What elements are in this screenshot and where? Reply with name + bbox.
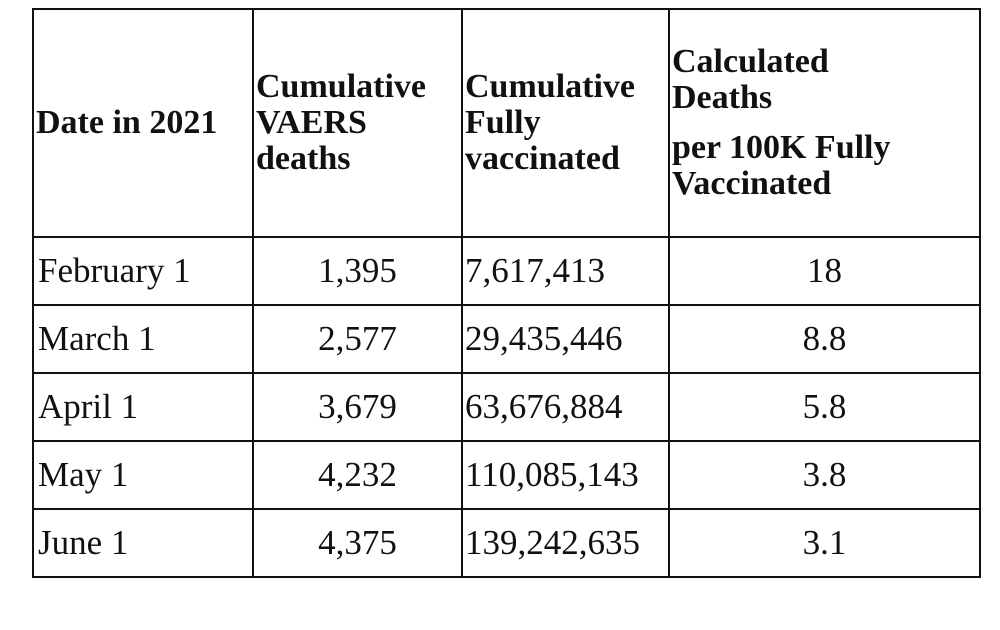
header-rate-spacer (672, 116, 979, 130)
header-vaccinated-line-3: vaccinated (465, 140, 620, 177)
cell-deaths: 1,395 (253, 237, 462, 305)
table-row (33, 509, 980, 577)
cell-date: April 1 (33, 373, 253, 441)
header-rate-line-3: per 100K Fully (672, 129, 891, 166)
cell-deaths: 2,577 (253, 305, 462, 373)
cell-vaccinated: 7,617,413 (462, 237, 669, 305)
header-vaccinated-line-1: Cumulative (465, 68, 635, 105)
header-date (33, 9, 253, 237)
header-vaccinated-line-2: Fully (465, 104, 541, 141)
cell-vaccinated: 29,435,446 (462, 305, 669, 373)
cell-rate: 3.1 (669, 509, 980, 577)
header-rate-line-4: Vaccinated (672, 165, 832, 202)
header-row (33, 9, 980, 237)
cell-date: March 1 (33, 305, 253, 373)
cell-rate: 5.8 (669, 373, 980, 441)
header-date-label: Date in 2021 (36, 104, 218, 141)
table-row (33, 441, 980, 509)
cell-rate: 3.8 (669, 441, 980, 509)
cell-rate: 18 (669, 237, 980, 305)
cell-vaccinated: 139,242,635 (462, 509, 669, 577)
cell-rate: 8.8 (669, 305, 980, 373)
cell-deaths: 4,375 (253, 509, 462, 577)
cell-date: May 1 (33, 441, 253, 509)
header-rate-line-2: Deaths (672, 79, 773, 116)
cell-date: February 1 (33, 237, 253, 305)
vaers-deaths-table (32, 8, 981, 578)
vaers-table-container (32, 8, 981, 578)
header-calculated-rate (669, 9, 980, 237)
header-rate-line-1: Calculated (672, 43, 829, 80)
cell-vaccinated: 63,676,884 (462, 373, 669, 441)
cell-deaths: 3,679 (253, 373, 462, 441)
header-deaths-line-1: Cumulative (256, 68, 426, 105)
header-deaths-line-2: VAERS (256, 104, 367, 141)
header-cumulative-vaccinated (462, 9, 669, 237)
header-cumulative-deaths (253, 9, 462, 237)
cell-date: June 1 (33, 509, 253, 577)
cell-vaccinated: 110,085,143 (462, 441, 669, 509)
cell-deaths: 4,232 (253, 441, 462, 509)
header-deaths-line-3: deaths (256, 140, 351, 177)
table-row (33, 237, 980, 305)
table-row (33, 373, 980, 441)
table-row (33, 305, 980, 373)
